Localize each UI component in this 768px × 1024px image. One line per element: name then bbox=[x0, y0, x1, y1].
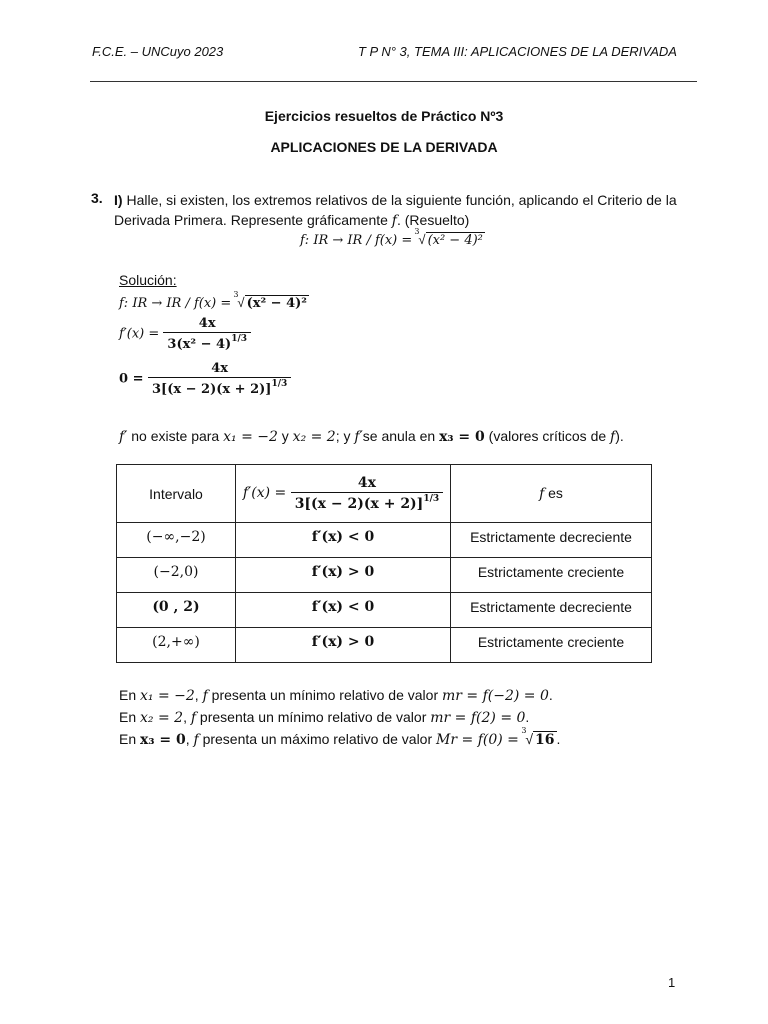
c2-f: f bbox=[190, 710, 197, 726]
cell-result: Estrictamente decreciente bbox=[451, 593, 652, 628]
sol-deriv-num: 4x bbox=[163, 316, 251, 333]
crit-text-3: ; y bbox=[335, 428, 355, 444]
page-title: Ejercicios resueltos de Práctico Nº3 bbox=[264, 108, 504, 124]
table-row bbox=[117, 558, 652, 593]
c2-x: x₂ = 2 bbox=[140, 710, 184, 726]
c1-text: presenta un mínimo relativo de valor bbox=[207, 687, 442, 703]
crit-x1: x₁ = −2 bbox=[223, 429, 278, 445]
cell-interval: (0 , 2) bbox=[117, 593, 236, 628]
header-right: T P N° 3, TEMA III: APLICACIONES DE LA DERIVADA bbox=[358, 44, 677, 59]
cell-interval: (−∞,−2) bbox=[117, 523, 236, 558]
crit-text-6: ). bbox=[615, 428, 624, 444]
c1-pre: En bbox=[119, 687, 141, 703]
root-index: 3 bbox=[414, 227, 420, 236]
th-es: es bbox=[544, 485, 563, 501]
c1-x: x₁ = −2 bbox=[140, 688, 195, 704]
sol-deriv-fraction bbox=[163, 316, 251, 352]
c3-x: x₃ = 0 bbox=[140, 732, 186, 748]
crit-text-2: y bbox=[277, 428, 293, 444]
c1-value: mr = f(−2) = 0 bbox=[442, 688, 549, 704]
cell-result: Estrictamente creciente bbox=[451, 628, 652, 663]
sol-deriv-lhs: f′(x) = bbox=[119, 326, 164, 342]
sol-zero-lhs: 0 = bbox=[119, 371, 148, 387]
cell-sign: f′(x) > 0 bbox=[236, 558, 451, 593]
cell-interval: (2,+∞) bbox=[117, 628, 236, 663]
th-deriv-fraction bbox=[291, 475, 443, 512]
sol-deriv-den: 3(x² − 4) bbox=[167, 337, 232, 352]
conclusion-1 bbox=[119, 687, 553, 704]
th-derivative bbox=[236, 465, 451, 523]
conclusion-2 bbox=[119, 709, 529, 726]
table-row bbox=[117, 523, 652, 558]
crit-text-5: (valores críticos de bbox=[484, 428, 611, 444]
c2-text: presenta un mínimo relativo de valor bbox=[196, 709, 431, 725]
exercise-text-2: . (Resuelto) bbox=[396, 212, 470, 228]
c3-f: f bbox=[193, 732, 199, 748]
c2-mid: , bbox=[183, 709, 191, 725]
sol-zero-exp: 1/3 bbox=[271, 379, 288, 389]
cell-interval: (−2,0) bbox=[117, 558, 236, 593]
cell-sign: f′(x) > 0 bbox=[236, 628, 451, 663]
function-definition bbox=[300, 227, 485, 248]
exercise-label: I) bbox=[114, 192, 123, 208]
table-header-row bbox=[117, 465, 652, 523]
sol-root-index: 3 bbox=[233, 290, 239, 299]
th-deriv-den: 3[(x − 2)(x + 2)] bbox=[294, 496, 424, 512]
crit-text-1: no existe para bbox=[127, 428, 224, 444]
sol-def: f: IR → IR / f(x) = bbox=[119, 296, 236, 311]
monotonicity-table bbox=[116, 464, 652, 663]
c2-end: . bbox=[525, 709, 530, 725]
exercise-f: f bbox=[391, 213, 397, 229]
cell-sign: f′(x) < 0 bbox=[236, 523, 451, 558]
c1-f: f bbox=[202, 688, 208, 704]
exercise-text-1: Halle, si existen, los extremos relativos de la siguiente función, aplicando el Criterio de la Derivada Primera. Represente gráficamente bbox=[114, 192, 677, 228]
cube-root: 3 √ (x² − 4)² bbox=[414, 227, 483, 248]
crit-text-4: se anula en bbox=[362, 428, 440, 444]
solution-label: Solución: bbox=[119, 272, 177, 288]
table-row bbox=[117, 593, 652, 628]
cell-sign: f′(x) < 0 bbox=[236, 593, 451, 628]
c3-text: presenta un máximo relativo de valor bbox=[198, 731, 437, 747]
th-deriv-exp: 1/3 bbox=[423, 494, 440, 504]
conclusion-3 bbox=[119, 726, 561, 748]
solution-line-1 bbox=[119, 290, 309, 311]
c3-mid: , bbox=[185, 731, 194, 747]
th-f: f bbox=[539, 486, 545, 502]
exercise-statement bbox=[114, 190, 704, 231]
c3-pre: En bbox=[119, 731, 141, 747]
crit-f: f bbox=[610, 429, 616, 445]
crit-fprime: f′ bbox=[119, 429, 128, 445]
sol-zero-num: 4x bbox=[148, 361, 291, 378]
c3-end: . bbox=[556, 731, 561, 747]
radicand: (x² − 4)² bbox=[427, 233, 483, 248]
exercise-number: 3. bbox=[91, 190, 103, 206]
th-deriv-lhs: f′(x) = bbox=[242, 485, 291, 502]
sol-deriv-exp: 1/3 bbox=[231, 334, 247, 344]
solution-line-3 bbox=[119, 361, 291, 397]
sol-zero-den: 3[(x − 2)(x + 2)] bbox=[152, 382, 272, 397]
page-number: 1 bbox=[668, 975, 676, 990]
cell-result: Estrictamente creciente bbox=[451, 558, 652, 593]
c3-radicand: 16 bbox=[535, 732, 555, 748]
formula-def: f: IR → IR / f(x) = bbox=[300, 233, 417, 248]
header-left: F.C.E. – UNCuyo 2023 bbox=[92, 44, 224, 59]
th-behaviour bbox=[451, 465, 652, 523]
c1-mid: , bbox=[194, 687, 203, 703]
c3-root-index: 3 bbox=[521, 726, 527, 735]
crit-x3: x₃ = 0 bbox=[439, 429, 485, 445]
crit-x2: x₂ = 2 bbox=[292, 429, 336, 445]
table-row bbox=[117, 628, 652, 663]
sol-radicand: (x² − 4)² bbox=[246, 296, 307, 311]
critical-values bbox=[119, 428, 624, 445]
c3-root: 3 √ 16 bbox=[521, 726, 555, 748]
page-subtitle: APLICACIONES DE LA DERIVADA bbox=[270, 139, 498, 155]
sol-zero-fraction bbox=[148, 361, 291, 397]
cell-result: Estrictamente decreciente bbox=[451, 523, 652, 558]
th-deriv-num: 4x bbox=[291, 475, 443, 493]
header-divider bbox=[90, 81, 697, 82]
c2-pre: En bbox=[119, 709, 141, 725]
crit-fprime-2: f′ bbox=[354, 429, 363, 445]
c3-value: Mr = f(0) = bbox=[436, 732, 524, 748]
c2-value: mr = f(2) = 0 bbox=[430, 710, 526, 726]
th-interval: Intervalo bbox=[117, 465, 236, 523]
solution-line-2 bbox=[119, 316, 251, 352]
sol-root: 3 √ (x² − 4)² bbox=[233, 290, 307, 311]
c1-end: . bbox=[548, 687, 553, 703]
